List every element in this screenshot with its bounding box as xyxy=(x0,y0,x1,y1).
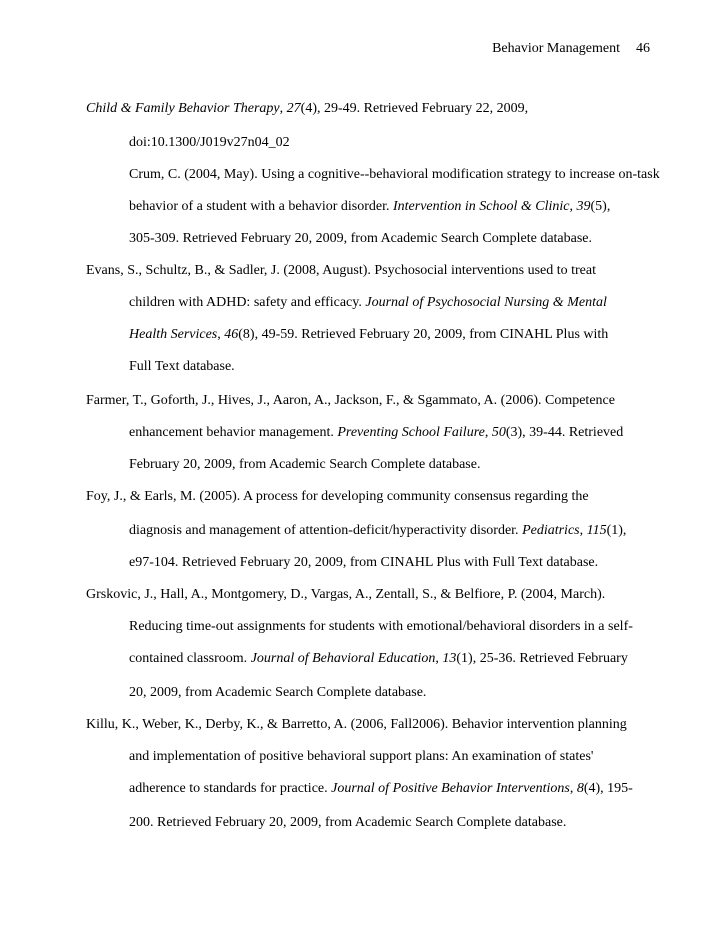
reference-line xyxy=(129,456,480,474)
text-segment: , xyxy=(569,199,577,214)
reference-line xyxy=(86,100,528,118)
text-segment: diagnosis and management of attention-deficit/hyperactivity disorder. xyxy=(129,523,523,538)
reference-line xyxy=(129,134,290,152)
text-segment: Grskovic, J., Hall, A., Montgomery, D., Vargas, A., Zentall, S., & Belfiore, P. (2004, March). xyxy=(86,587,606,602)
text-segment: , xyxy=(569,781,577,796)
reference-line xyxy=(129,748,593,766)
text-segment: Farmer, T., Goforth, J., Hives, J., Aaron, A., Jackson, F., & Sgammato, A. (2006). Competence xyxy=(86,393,615,408)
text-segment: , xyxy=(217,327,225,342)
italic-text: 8 xyxy=(576,781,584,796)
text-segment: contained classroom. xyxy=(129,651,251,666)
italic-text: 27 xyxy=(286,101,301,116)
reference-line xyxy=(86,392,615,410)
italic-text: Child & Family Behavior Therapy xyxy=(86,101,280,116)
italic-text: 115 xyxy=(586,523,607,538)
text-segment: enhancement behavior management. xyxy=(129,425,338,440)
text-segment: , xyxy=(579,523,587,538)
text-segment: behavior of a student with a behavior disorder. xyxy=(129,199,393,214)
text-segment: Reducing time-out assignments for students with emotional/behavioral disorders in a self- xyxy=(129,619,633,634)
reference-line xyxy=(129,358,235,376)
italic-text: Intervention in School & Clinic xyxy=(392,199,570,214)
text-segment: e97-104. Retrieved February 20, 2009, from CINAHL Plus with Full Text database. xyxy=(129,555,599,570)
reference-line xyxy=(129,166,660,184)
italic-text: 39 xyxy=(576,199,591,214)
text-segment: 20, 2009, from Academic Search Complete database. xyxy=(129,685,427,700)
text-segment: and implementation of positive behavioral support plans: An examination of states' xyxy=(129,749,594,764)
italic-text: 50 xyxy=(491,425,506,440)
text-segment: (1), 25-36. Retrieved February xyxy=(456,651,628,666)
reference-line xyxy=(129,198,610,216)
text-segment: (8), 49-59. Retrieved February 20, 2009, from CINAHL Plus with xyxy=(238,327,609,342)
text-segment: (3), 39-44. Retrieved xyxy=(505,425,624,440)
italic-text: Pediatrics xyxy=(522,523,580,538)
reference-line xyxy=(129,814,566,832)
reference-line xyxy=(129,618,633,636)
reference-line xyxy=(129,294,607,312)
reference-line xyxy=(129,780,633,798)
text-segment: 305-309. Retrieved February 20, 2009, from Academic Search Complete database. xyxy=(129,231,593,246)
italic-text: Journal of Psychosocial Nursing & Mental xyxy=(365,295,607,310)
text-segment: Full Text database. xyxy=(129,359,235,374)
text-segment: adherence to standards for practice. xyxy=(129,781,332,796)
reference-line xyxy=(86,262,596,280)
text-segment: (4), 29-49. Retrieved February 22, 2009, xyxy=(300,101,529,116)
reference-line xyxy=(129,424,623,442)
text-segment: (5), xyxy=(590,199,611,214)
reference-line xyxy=(86,716,627,734)
text-segment: (4), 195- xyxy=(583,781,633,796)
italic-text: Preventing School Failure xyxy=(337,425,485,440)
text-segment: children with ADHD: safety and efficacy. xyxy=(129,295,366,310)
text-segment: , xyxy=(279,101,287,116)
italic-text: Health Services xyxy=(129,327,218,342)
text-segment: Foy, J., & Earls, M. (2005). A process for developing community consensus regarding the xyxy=(86,489,589,504)
italic-text: 13 xyxy=(442,651,457,666)
reference-line xyxy=(129,650,628,668)
page-number: 46 xyxy=(636,41,650,56)
running-header xyxy=(492,41,650,57)
italic-text: Journal of Behavioral Education xyxy=(250,651,436,666)
text-segment: (1), xyxy=(606,523,627,538)
reference-line xyxy=(129,684,426,702)
reference-line xyxy=(129,326,608,344)
reference-line xyxy=(129,522,626,540)
text-segment: Crum, C. (2004, May). Using a cognitive--behavioral modification strategy to increase on-task xyxy=(129,167,660,182)
text-segment: , xyxy=(484,425,492,440)
text-segment: 200. Retrieved February 20, 2009, from Academic Search Complete database. xyxy=(129,815,567,830)
reference-line xyxy=(129,554,598,572)
text-segment: February 20, 2009, from Academic Search Complete database. xyxy=(129,457,481,472)
text-segment: , xyxy=(435,651,443,666)
reference-line xyxy=(86,586,605,604)
text-segment: Killu, K., Weber, K., Derby, K., & Barretto, A. (2006, Fall2006). Behavior intervention planning xyxy=(86,717,627,732)
running-head-title: Behavior Management xyxy=(492,41,620,56)
reference-line xyxy=(129,230,592,248)
text-segment: doi:10.1300/J019v27n04_02 xyxy=(129,135,290,150)
reference-line xyxy=(86,488,589,506)
italic-text: Journal of Positive Behavior Interventions xyxy=(331,781,570,796)
text-segment: Evans, S., Schultz, B., & Sadler, J. (2008, August). Psychosocial interventions used to treat xyxy=(86,263,596,278)
italic-text: 46 xyxy=(224,327,239,342)
